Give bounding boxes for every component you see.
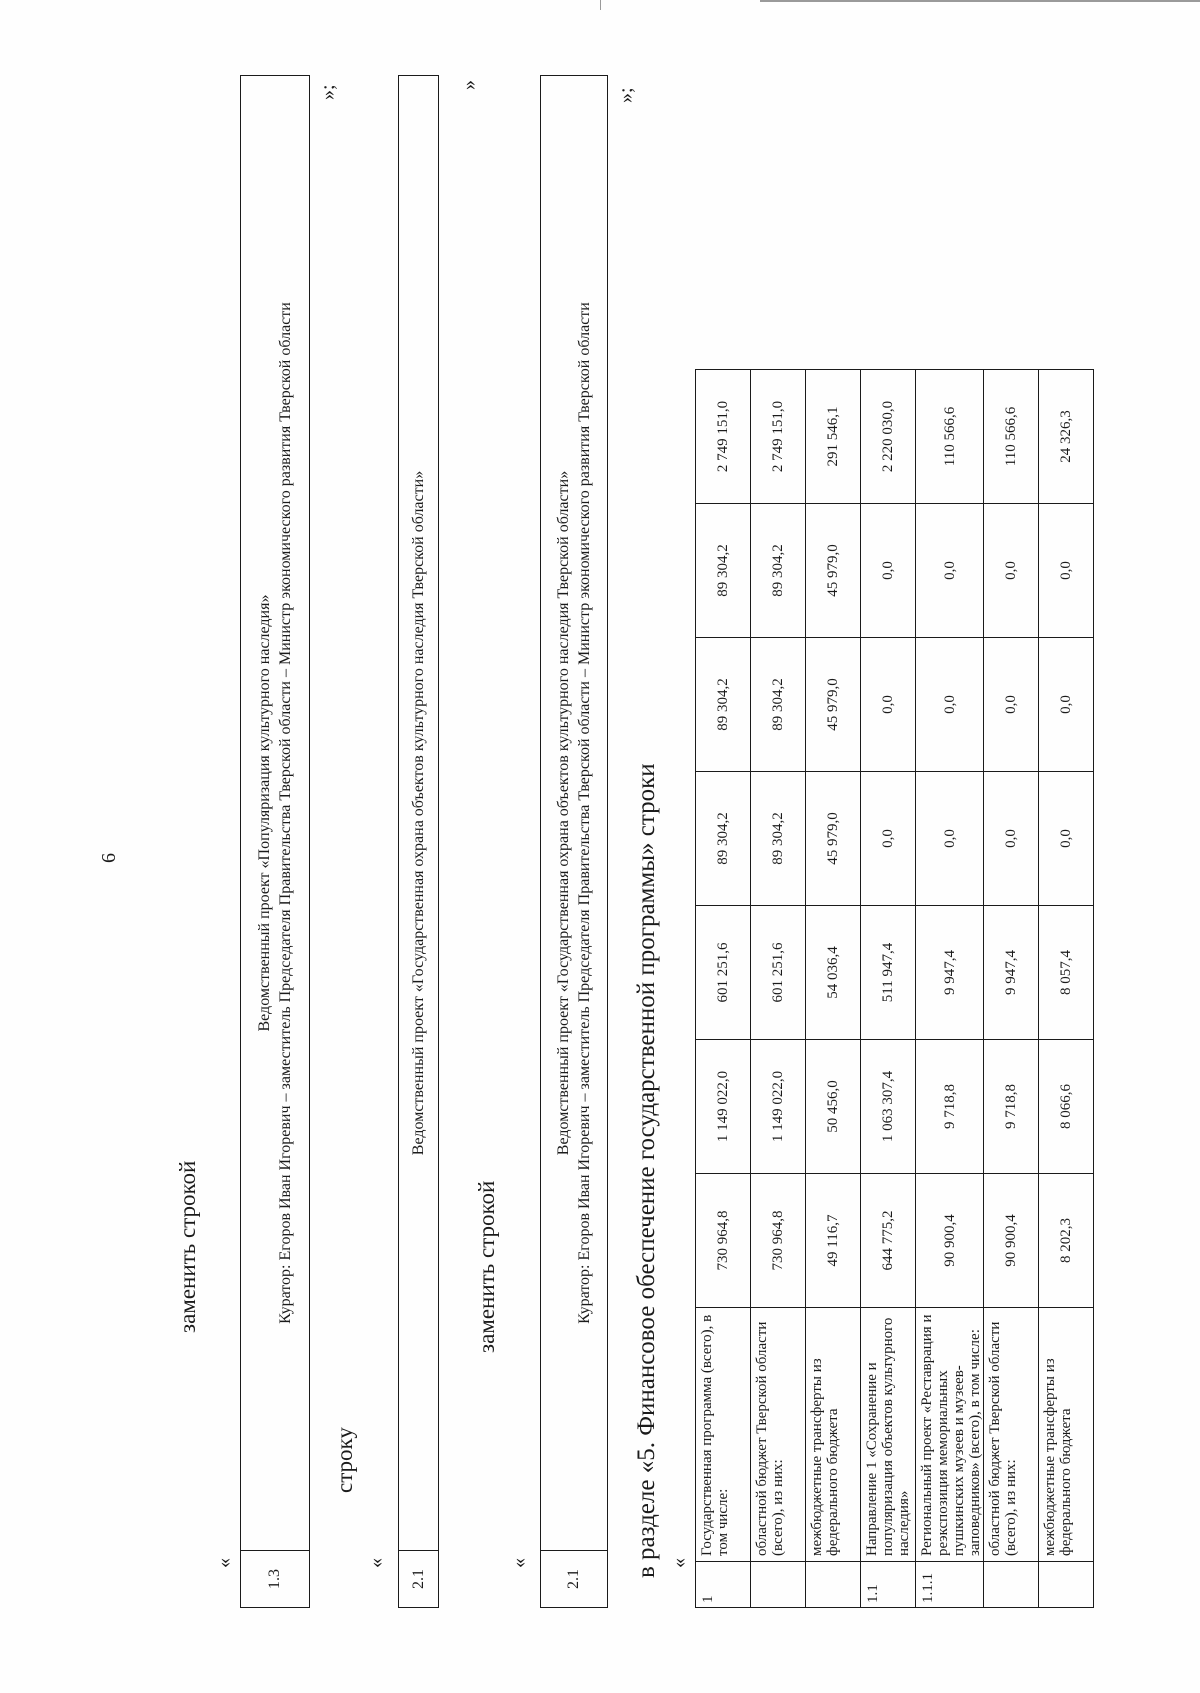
project-title: Ведомственный проект «Государственная охрана объектов культурного наследия Тверской области» <box>399 76 439 1551</box>
row-value: 49 116,7 <box>806 1174 861 1308</box>
open-quote: « <box>668 1558 690 1568</box>
row-value: 1 149 022,0 <box>751 1040 806 1174</box>
table-row <box>984 370 1039 1608</box>
open-quote: « <box>508 1558 530 1568</box>
row-value: 9 947,4 <box>916 906 984 1040</box>
row-value: 45 979,0 <box>806 504 861 638</box>
row-1-3-table <box>240 75 310 1608</box>
row-name: межбюджетные трансферты из федерального бюджета <box>1039 1308 1094 1562</box>
table-row <box>696 370 751 1608</box>
row-value: 110 566,6 <box>984 370 1039 504</box>
row-value: 0,0 <box>984 638 1039 772</box>
project-title: Ведомственный проект «Государственная охрана объектов культурного наследия Тверской области» <box>555 470 572 1156</box>
row-name: Направление 1 «Сохранение и популяризация объектов культурного наследия» <box>861 1308 916 1562</box>
row-code: 1 <box>696 1562 751 1608</box>
row-value: 2 220 030,0 <box>861 370 916 504</box>
row-2-1-new-table <box>540 75 608 1608</box>
row-value: 9 718,8 <box>916 1040 984 1174</box>
row-value: 0,0 <box>984 772 1039 906</box>
row-name: областной бюджет Тверской области (всего), из них: <box>751 1308 806 1562</box>
row-value: 644 775,2 <box>861 1174 916 1308</box>
row-value: 89 304,2 <box>751 504 806 638</box>
project-title: Ведомственный проект «Популяризация культурного наследия» <box>256 594 273 1032</box>
table-row <box>861 370 916 1608</box>
open-quote: « <box>365 1558 387 1568</box>
row-value: 291 546,1 <box>806 370 861 504</box>
row-code <box>984 1562 1039 1608</box>
row-value: 2 749 151,0 <box>751 370 806 504</box>
instruction-line: строку <box>332 1427 357 1493</box>
row-value: 0,0 <box>916 772 984 906</box>
row-value: 0,0 <box>861 504 916 638</box>
row-value: 45 979,0 <box>806 638 861 772</box>
row-value: 0,0 <box>916 504 984 638</box>
instruction-replace-with-line: заменить строкой <box>175 1160 200 1333</box>
row-value: 54 036,4 <box>806 906 861 1040</box>
finance-table <box>695 369 1094 1608</box>
row-value: 89 304,2 <box>696 504 751 638</box>
open-quote: « <box>213 1558 235 1568</box>
row-value: 511 947,4 <box>861 906 916 1040</box>
row-value: 24 326,3 <box>1039 370 1094 504</box>
close-quote-semicolon: »; <box>317 84 339 100</box>
row-code: 1.1.1 <box>916 1562 984 1608</box>
row-value: 50 456,0 <box>806 1040 861 1174</box>
row-value: 601 251,6 <box>751 906 806 1040</box>
row-name: Региональный проект «Реставрация и реэкспозиция мемориальных пушкинских музеев и музеев-заповедников» (всего), в том числе: <box>916 1308 984 1562</box>
close-quote-semicolon: »; <box>615 87 637 103</box>
project-description <box>241 76 310 1551</box>
row-code: 1.1 <box>861 1562 916 1608</box>
row-value: 9 947,4 <box>984 906 1039 1040</box>
row-value: 110 566,6 <box>916 370 984 504</box>
section-5-heading: в разделе «5. Финансовое обеспечение государственной программы» строки <box>633 763 660 1578</box>
row-value: 89 304,2 <box>751 638 806 772</box>
row-value: 89 304,2 <box>696 772 751 906</box>
row-number: 1.3 <box>241 1551 310 1608</box>
row-value: 0,0 <box>1039 504 1094 638</box>
row-code <box>751 1562 806 1608</box>
curator-line: Куратор: Егоров Иван Игоревич – заместитель Председателя Правительства Тверской области – Министр экономического развития Тверской области <box>576 302 593 1324</box>
table-row <box>916 370 984 1608</box>
row-value: 0,0 <box>861 772 916 906</box>
row-value: 0,0 <box>984 504 1039 638</box>
row-value: 730 964,8 <box>696 1174 751 1308</box>
instruction-replace-with-line: заменить строкой <box>474 1180 499 1353</box>
row-name: межбюджетные трансферты из федерального бюджета <box>806 1308 861 1562</box>
row-value: 8 202,3 <box>1039 1174 1094 1308</box>
project-description <box>541 76 608 1551</box>
row-value: 1 149 022,0 <box>696 1040 751 1174</box>
table-row <box>751 370 806 1608</box>
row-value: 8 057,4 <box>1039 906 1094 1040</box>
row-value: 601 251,6 <box>696 906 751 1040</box>
row-name: областной бюджет Тверской области (всего), из них: <box>984 1308 1039 1562</box>
row-value: 9 718,8 <box>984 1040 1039 1174</box>
curator-line: Куратор: Егоров Иван Игоревич – заместитель Председателя Правительства Тверской области – Министр экономического развития Тверской области <box>277 302 294 1324</box>
row-value: 90 900,4 <box>984 1174 1039 1308</box>
row-value: 1 063 307,4 <box>861 1040 916 1174</box>
finance-table-body <box>696 370 1094 1608</box>
row-code <box>1039 1562 1094 1608</box>
row-number: 2.1 <box>541 1551 608 1608</box>
row-2-1-old-table <box>398 75 439 1608</box>
table-row <box>1039 370 1094 1608</box>
table-row <box>806 370 861 1608</box>
row-value: 8 066,6 <box>1039 1040 1094 1174</box>
close-quote: » <box>458 80 480 90</box>
row-value: 89 304,2 <box>751 772 806 906</box>
row-code <box>806 1562 861 1608</box>
row-value: 0,0 <box>1039 772 1094 906</box>
row-value: 45 979,0 <box>806 772 861 906</box>
row-name: Государственная программа (всего), в том числе: <box>696 1308 751 1562</box>
row-value: 2 749 151,0 <box>696 370 751 504</box>
row-number: 2.1 <box>399 1551 439 1608</box>
row-value: 0,0 <box>916 638 984 772</box>
row-value: 0,0 <box>861 638 916 772</box>
row-value: 0,0 <box>1039 638 1094 772</box>
row-value: 90 900,4 <box>916 1174 984 1308</box>
row-value: 89 304,2 <box>696 638 751 772</box>
page-number: 6 <box>98 853 120 863</box>
row-value: 730 964,8 <box>751 1174 806 1308</box>
